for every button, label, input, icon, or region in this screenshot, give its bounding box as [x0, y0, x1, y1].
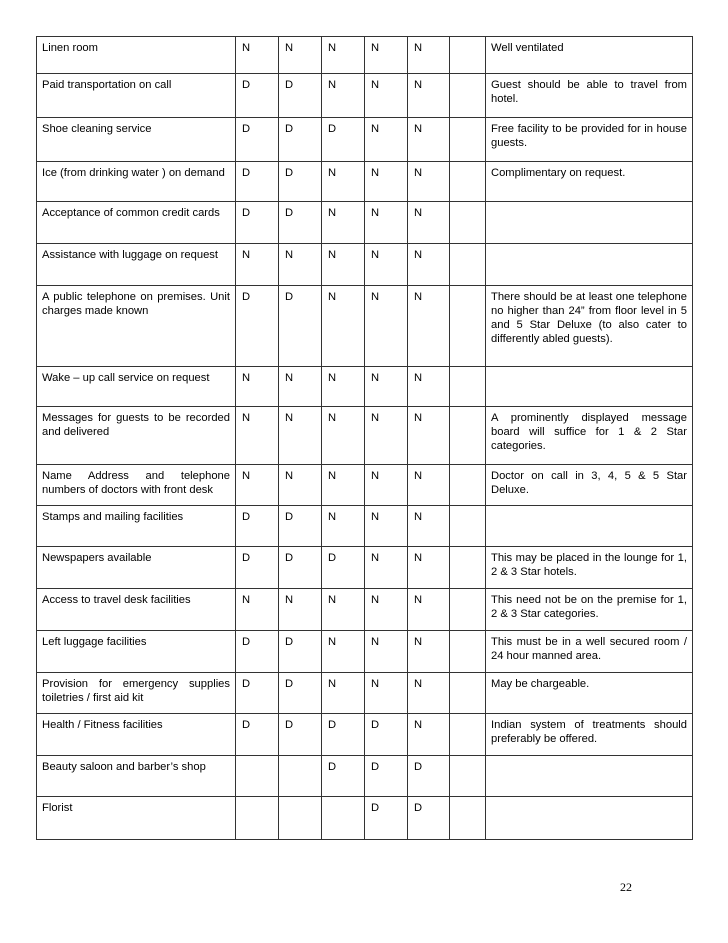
service-cell: Newspapers available	[37, 547, 236, 589]
rating-cell: N	[322, 74, 365, 118]
rating-cell: N	[408, 162, 450, 202]
service-cell: Access to travel desk facilities	[37, 589, 236, 631]
rating-cell: N	[322, 673, 365, 714]
rating-cell: D	[236, 162, 279, 202]
remarks-cell	[486, 244, 693, 286]
rating-cell: N	[322, 631, 365, 673]
service-cell: Name Address and telephone numbers of doctors with front desk	[37, 465, 236, 506]
rating-cell: D	[236, 631, 279, 673]
remarks-cell: This need not be on the premise for 1, 2 & 3 Star categories.	[486, 589, 693, 631]
rating-cell: D	[322, 547, 365, 589]
rating-cell	[322, 797, 365, 840]
rating-cell: N	[408, 589, 450, 631]
table-row	[37, 407, 693, 465]
table-row	[37, 714, 693, 756]
rating-cell: N	[365, 162, 408, 202]
rating-cell: N	[279, 465, 322, 506]
rating-cell: D	[236, 118, 279, 162]
remarks-cell: This may be placed in the lounge for 1, 2 & 3 Star hotels.	[486, 547, 693, 589]
table-row	[37, 589, 693, 631]
rating-cell: N	[279, 37, 322, 74]
rating-cell	[450, 797, 486, 840]
remarks-cell	[486, 202, 693, 244]
rating-cell: D	[236, 714, 279, 756]
service-cell: Assistance with luggage on request	[37, 244, 236, 286]
rating-cell: D	[236, 506, 279, 547]
rating-cell: N	[322, 367, 365, 407]
rating-cell: N	[365, 547, 408, 589]
rating-cell	[236, 797, 279, 840]
rating-cell: N	[365, 367, 408, 407]
table-row	[37, 673, 693, 714]
rating-cell: N	[322, 589, 365, 631]
rating-cell: N	[236, 589, 279, 631]
rating-cell: D	[322, 714, 365, 756]
rating-cell	[236, 756, 279, 797]
rating-cell: D	[279, 74, 322, 118]
rating-cell: D	[408, 797, 450, 840]
rating-cell: N	[408, 673, 450, 714]
rating-cell: D	[365, 756, 408, 797]
remarks-cell: Indian system of treatments should preferably be offered.	[486, 714, 693, 756]
remarks-cell: Doctor on call in 3, 4, 5 & 5 Star Deluxe.	[486, 465, 693, 506]
remarks-cell	[486, 506, 693, 547]
facilities-table	[36, 36, 693, 840]
rating-cell: N	[408, 37, 450, 74]
rating-cell	[279, 756, 322, 797]
rating-cell: D	[236, 547, 279, 589]
table-row	[37, 74, 693, 118]
rating-cell: D	[279, 286, 322, 367]
rating-cell: N	[236, 367, 279, 407]
rating-cell: N	[365, 465, 408, 506]
table-row	[37, 202, 693, 244]
rating-cell	[450, 547, 486, 589]
rating-cell	[450, 367, 486, 407]
rating-cell	[450, 756, 486, 797]
rating-cell	[450, 631, 486, 673]
remarks-cell	[486, 367, 693, 407]
rating-cell: N	[365, 244, 408, 286]
service-cell: A public telephone on premises. Unit charges made known	[37, 286, 236, 367]
service-cell: Shoe cleaning service	[37, 118, 236, 162]
rating-cell: N	[322, 407, 365, 465]
table-row	[37, 797, 693, 840]
service-cell: Acceptance of common credit cards	[37, 202, 236, 244]
rating-cell: N	[408, 202, 450, 244]
rating-cell: N	[408, 407, 450, 465]
rating-cell	[450, 202, 486, 244]
remarks-cell: There should be at least one telephone no higher than 24” from floor level in 5 and 5 Star Deluxe (to also cater to differently abled guests).	[486, 286, 693, 367]
rating-cell: N	[365, 202, 408, 244]
rating-cell: N	[279, 244, 322, 286]
remarks-cell: Well ventilated	[486, 37, 693, 74]
rating-cell: N	[365, 589, 408, 631]
table-row	[37, 37, 693, 74]
rating-cell: N	[365, 673, 408, 714]
rating-cell: N	[322, 286, 365, 367]
service-cell: Wake – up call service on request	[37, 367, 236, 407]
rating-cell: D	[365, 714, 408, 756]
rating-cell: N	[322, 202, 365, 244]
rating-cell: N	[408, 631, 450, 673]
rating-cell: N	[365, 506, 408, 547]
rating-cell: N	[365, 631, 408, 673]
table-row	[37, 547, 693, 589]
rating-cell	[450, 37, 486, 74]
rating-cell: N	[408, 118, 450, 162]
rating-cell: N	[322, 506, 365, 547]
rating-cell: N	[408, 506, 450, 547]
remarks-cell	[486, 797, 693, 840]
rating-cell: N	[365, 286, 408, 367]
rating-cell: N	[322, 244, 365, 286]
rating-cell	[450, 714, 486, 756]
remarks-cell: Guest should be able to travel from hotel.	[486, 74, 693, 118]
rating-cell: D	[279, 673, 322, 714]
rating-cell	[450, 74, 486, 118]
rating-cell	[450, 407, 486, 465]
service-cell: Health / Fitness facilities	[37, 714, 236, 756]
table-row	[37, 118, 693, 162]
table-row	[37, 286, 693, 367]
service-cell: Stamps and mailing facilities	[37, 506, 236, 547]
service-cell: Provision for emergency supplies toiletries / first aid kit	[37, 673, 236, 714]
remarks-cell: Free facility to be provided for in house guests.	[486, 118, 693, 162]
rating-cell	[450, 589, 486, 631]
rating-cell	[450, 465, 486, 506]
table-row	[37, 506, 693, 547]
rating-cell: N	[236, 407, 279, 465]
rating-cell: N	[322, 465, 365, 506]
service-cell: Beauty saloon and barber’s shop	[37, 756, 236, 797]
table-row	[37, 367, 693, 407]
rating-cell: N	[279, 407, 322, 465]
service-cell: Paid transportation on call	[37, 74, 236, 118]
remarks-cell	[486, 756, 693, 797]
rating-cell: N	[236, 244, 279, 286]
remarks-cell: Complimentary on request.	[486, 162, 693, 202]
rating-cell: D	[236, 673, 279, 714]
service-cell: Left luggage facilities	[37, 631, 236, 673]
rating-cell	[450, 244, 486, 286]
rating-cell	[450, 673, 486, 714]
rating-cell: N	[408, 286, 450, 367]
rating-cell: D	[279, 547, 322, 589]
table-row	[37, 465, 693, 506]
rating-cell: D	[279, 162, 322, 202]
service-cell: Ice (from drinking water ) on demand	[37, 162, 236, 202]
rating-cell: D	[322, 756, 365, 797]
rating-cell: N	[365, 74, 408, 118]
rating-cell: D	[279, 506, 322, 547]
table-row	[37, 756, 693, 797]
rating-cell	[450, 286, 486, 367]
rating-cell: D	[322, 118, 365, 162]
rating-cell	[450, 162, 486, 202]
rating-cell: D	[279, 202, 322, 244]
rating-cell: N	[365, 37, 408, 74]
rating-cell: N	[236, 37, 279, 74]
rating-cell: N	[408, 367, 450, 407]
remarks-cell: May be chargeable.	[486, 673, 693, 714]
rating-cell: N	[322, 37, 365, 74]
rating-cell	[279, 797, 322, 840]
rating-cell: N	[408, 465, 450, 506]
rating-cell: D	[365, 797, 408, 840]
table-row	[37, 631, 693, 673]
rating-cell	[450, 118, 486, 162]
table-row	[37, 244, 693, 286]
rating-cell: N	[408, 74, 450, 118]
rating-cell: N	[408, 244, 450, 286]
table-body	[37, 37, 693, 840]
rating-cell: D	[236, 286, 279, 367]
rating-cell: N	[408, 714, 450, 756]
service-cell: Florist	[37, 797, 236, 840]
page-number: 22	[620, 880, 632, 894]
rating-cell: N	[365, 118, 408, 162]
rating-cell: D	[236, 202, 279, 244]
rating-cell: N	[365, 407, 408, 465]
rating-cell: N	[322, 162, 365, 202]
service-cell: Linen room	[37, 37, 236, 74]
rating-cell: N	[279, 367, 322, 407]
rating-cell: D	[279, 714, 322, 756]
rating-cell: D	[236, 74, 279, 118]
remarks-cell: A prominently displayed message board will suffice for 1 & 2 Star categories.	[486, 407, 693, 465]
service-cell: Messages for guests to be recorded and delivered	[37, 407, 236, 465]
rating-cell: N	[236, 465, 279, 506]
rating-cell: D	[408, 756, 450, 797]
rating-cell: N	[279, 589, 322, 631]
rating-cell	[450, 506, 486, 547]
rating-cell: D	[279, 118, 322, 162]
rating-cell: D	[279, 631, 322, 673]
rating-cell: N	[408, 547, 450, 589]
table-row	[37, 162, 693, 202]
remarks-cell: This must be in a well secured room / 24 hour manned area.	[486, 631, 693, 673]
